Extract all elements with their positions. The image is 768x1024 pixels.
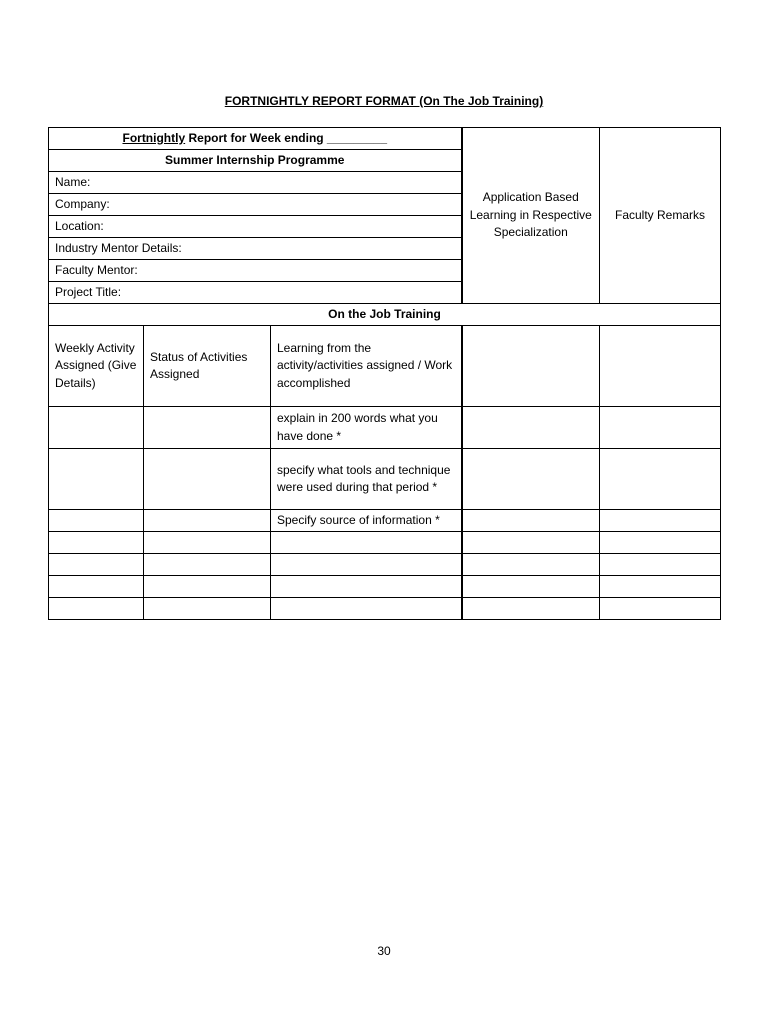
activity-status-cell[interactable] — [144, 576, 271, 598]
location-field[interactable]: Location: — [49, 216, 462, 238]
page-title: FORTNIGHTLY REPORT FORMAT (On The Job Training) — [224, 94, 544, 108]
application-cell[interactable] — [462, 407, 600, 449]
remarks-cell[interactable] — [600, 510, 721, 532]
activity-status-cell[interactable] — [144, 598, 271, 620]
page-number: 30 — [377, 944, 391, 958]
remarks-cell[interactable] — [600, 576, 721, 598]
activity-status-cell[interactable] — [144, 407, 271, 449]
table-row — [49, 510, 721, 532]
application-learning-header: Application Based Learning in Respective Specialization — [462, 128, 600, 304]
remarks-cell[interactable] — [600, 407, 721, 449]
application-cell[interactable] — [462, 532, 600, 554]
learning-header: Learning from the activity/activities assigned / Work accomplished — [271, 326, 462, 407]
weekly-activity-cell[interactable] — [49, 554, 144, 576]
application-cell[interactable] — [462, 449, 600, 510]
application-cell[interactable] — [462, 576, 600, 598]
company-field[interactable]: Company: — [49, 194, 462, 216]
table-row — [49, 554, 721, 576]
remarks-cell[interactable] — [600, 598, 721, 620]
name-field[interactable]: Name: — [49, 172, 462, 194]
activity-status-cell[interactable] — [144, 532, 271, 554]
application-cell[interactable] — [462, 554, 600, 576]
remarks-cell[interactable] — [600, 449, 721, 510]
learning-cell[interactable] — [271, 598, 462, 620]
table-row — [49, 326, 721, 407]
table-row — [49, 532, 721, 554]
project-title-field[interactable]: Project Title: — [49, 282, 462, 304]
table-row — [49, 128, 721, 150]
report-prefix: Fortnightly — [122, 130, 186, 145]
industry-mentor-field[interactable]: Industry Mentor Details: — [49, 238, 462, 260]
fortnightly-report-table — [48, 127, 721, 620]
faculty-mentor-field[interactable]: Faculty Mentor: — [49, 260, 462, 282]
learning-cell[interactable] — [271, 532, 462, 554]
programme-heading: Summer Internship Programme — [49, 150, 462, 172]
report-suffix: Report for Week ending _________ — [185, 130, 387, 145]
weekly-activity-cell[interactable] — [49, 532, 144, 554]
source-prompt[interactable]: Specify source of information * — [271, 510, 462, 532]
application-cell[interactable] — [462, 326, 600, 407]
weekly-activity-cell[interactable] — [49, 510, 144, 532]
learning-cell[interactable] — [271, 554, 462, 576]
activity-status-cell[interactable] — [144, 510, 271, 532]
table-row — [49, 598, 721, 620]
report-week-heading — [49, 128, 462, 150]
table-row — [49, 304, 721, 326]
explain-prompt[interactable]: explain in 200 words what you have done * — [271, 407, 462, 449]
weekly-activity-cell[interactable] — [49, 449, 144, 510]
learning-cell[interactable] — [271, 576, 462, 598]
remarks-cell[interactable] — [600, 532, 721, 554]
activity-status-cell[interactable] — [144, 554, 271, 576]
weekly-activity-cell[interactable] — [49, 598, 144, 620]
weekly-activity-header: Weekly Activity Assigned (Give Details) — [49, 326, 144, 407]
activity-status-cell[interactable] — [144, 449, 271, 510]
weekly-activity-cell[interactable] — [49, 576, 144, 598]
application-cell[interactable] — [462, 510, 600, 532]
section-title: On the Job Training — [49, 304, 721, 326]
faculty-remarks-header: Faculty Remarks — [600, 128, 721, 304]
remarks-cell[interactable] — [600, 326, 721, 407]
table-row — [49, 449, 721, 510]
activity-status-header: Status of Activities Assigned — [144, 326, 271, 407]
table-row — [49, 576, 721, 598]
remarks-cell[interactable] — [600, 554, 721, 576]
tools-prompt[interactable]: specify what tools and technique were used during that period * — [271, 449, 462, 510]
weekly-activity-cell[interactable] — [49, 407, 144, 449]
table-row — [49, 407, 721, 449]
application-cell[interactable] — [462, 598, 600, 620]
